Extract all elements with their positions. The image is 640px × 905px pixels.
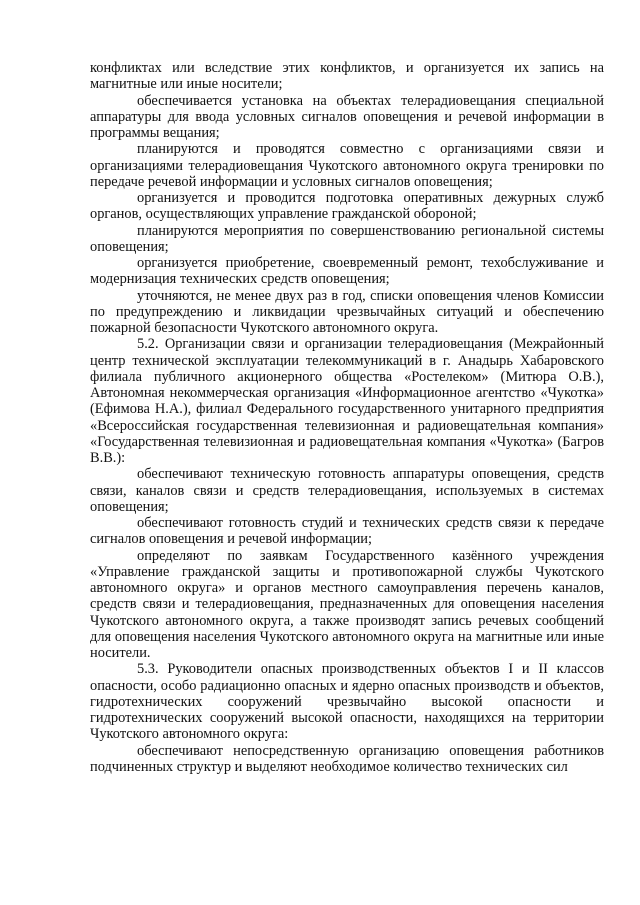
document-page xyxy=(90,60,604,775)
paragraph-equipment-installation: обеспечивается установка на объектах телерадиовещания специальной аппаратуры для ввода условных сигналов оповещения и речевой информации в программы вещания; xyxy=(90,92,604,141)
section-5-3-heading: 5.3. Руководители опасных производственных объектов I и II классов опасности, особо радиационно опасных и ядерно опасных производств и объектов, гидротехнических сооружений чрезвычайно высокой опасности и гидротехнических сооружений высокой опасности, находящихся на территории Чукотского автономного округа: xyxy=(90,661,604,743)
paragraph-trainings: планируются и проводятся совместно с организациями связи и организациями телерадиовещания Чукотского автономного округа тренировки по передаче речевой информации и условных сигналов оповещения; xyxy=(90,141,604,190)
paragraph-studio-readiness: обеспечивают готовность студий и технических средств связи к передаче сигналов оповещения и речевой информации; xyxy=(90,515,604,548)
paragraph-continuation: конфликтах или вследствие этих конфликтов, и организуется их запись на магнитные или иные носители; xyxy=(90,60,604,93)
paragraph-channel-determination: определяют по заявкам Государственного казённого учреждения «Управление гражданской защиты и противопожарной службы Чукотского автономного округа» и органов местного самоуправления перечень каналов, средств связи и телерадиовещания, предназначенных для оповещения населения Чукотского автономного округа, а также производят запись речевых сообщений для оповещения населения Чукотского автономного округа на магнитные или иные носители. xyxy=(90,547,604,661)
paragraph-equipment-maintenance: организуется приобретение, своевременный ремонт, техобслуживание и модернизация технических средств оповещения; xyxy=(90,255,604,288)
paragraph-notification-lists: уточняются, не менее двух раз в год, списки оповещения членов Комиссии по предупреждению и ликвидации чрезвычайных ситуаций и обеспечению пожарной безопасности Чукотского автономного округа. xyxy=(90,287,604,336)
section-5-2-heading: 5.2. Организации связи и организации телерадиовещания (Межрайонный центр технической эксплуатации телекоммуникаций в г. Анадырь Хабаровского филиала публичного акционерного общества «Ростелеком» (Митюра О.В.), Автономная некоммерческая организация «Информационное агентство «Чукотка» (Ефимова Н.А.), филиал Федерального государственного унитарного предприятия «Всероссийская государственная телевизионная и радиовещательная компания» «Государственная телевизионная и радиовещательная компания «Чукотка» (Багров В.В.): xyxy=(90,336,604,466)
paragraph-duty-services-training: организуется и проводится подготовка оперативных дежурных служб органов, осуществляющих управление гражданской обороной; xyxy=(90,190,604,223)
paragraph-direct-organization: обеспечивают непосредственную организацию оповещения работников подчиненных структур и выделяют необходимое количество технических сил xyxy=(90,742,604,775)
paragraph-system-improvement: планируются мероприятия по совершенствованию региональной системы оповещения; xyxy=(90,222,604,255)
paragraph-technical-readiness: обеспечивают техническую готовность аппаратуры оповещения, средств связи, каналов связи и средств телерадиовещания, используемых в системах оповещения; xyxy=(90,466,604,515)
